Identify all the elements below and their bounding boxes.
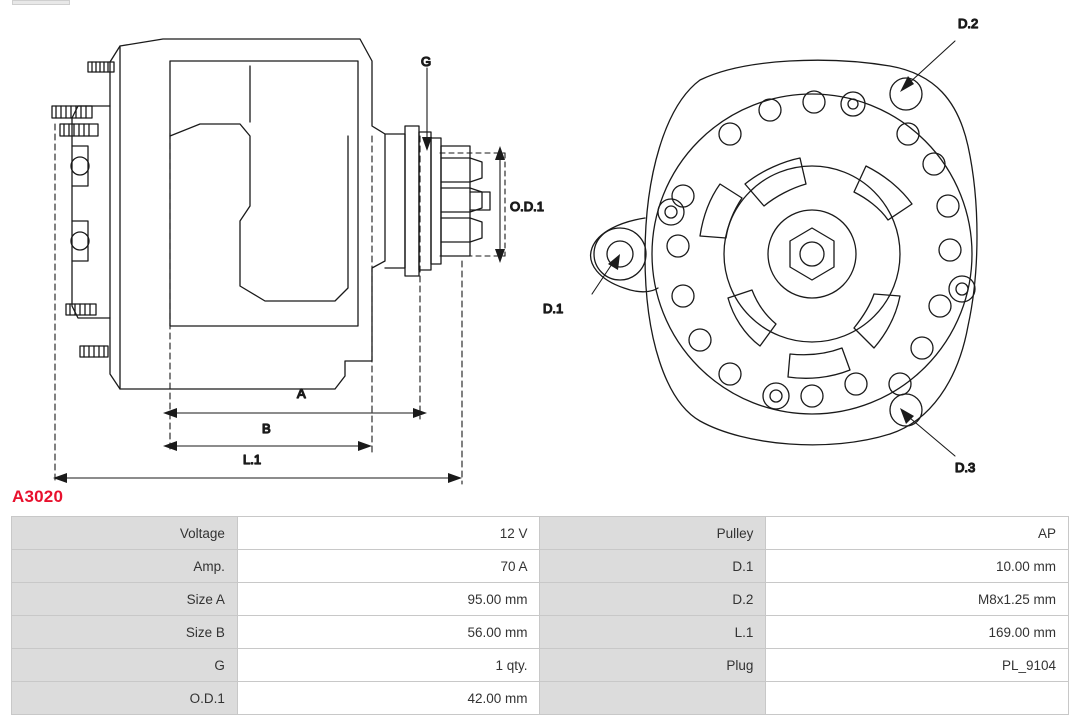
spec-label-pulley: Pulley [540, 517, 766, 550]
spec-value-voltage: 12 V [237, 517, 540, 550]
spec-label-l1: L.1 [540, 616, 766, 649]
spec-label-d2: D.2 [540, 583, 766, 616]
spec-value-size-b: 56.00 mm [237, 616, 540, 649]
table-row [12, 583, 1069, 616]
spec-label-od1: O.D.1 [12, 682, 238, 715]
label-d2: D.2 [958, 16, 979, 31]
label-d3: D.3 [955, 460, 976, 475]
spec-value-l1: 169.00 mm [766, 616, 1069, 649]
alternator-technical-drawing [0, 6, 1080, 486]
spec-label-g: G [12, 649, 238, 682]
part-code: A3020 [12, 487, 64, 506]
label-l1: L.1 [243, 452, 262, 467]
spec-value-g: 1 qty. [237, 649, 540, 682]
table-row [12, 517, 1069, 550]
spec-label-size-b: Size B [12, 616, 238, 649]
front-view-body [591, 60, 977, 445]
table-row [12, 616, 1069, 649]
spec-value-d2: M8x1.25 mm [766, 583, 1069, 616]
spec-label-size-a: Size A [12, 583, 238, 616]
front-view-leaders [592, 41, 955, 456]
spec-label-amp: Amp. [12, 550, 238, 583]
label-d1: D.1 [543, 301, 564, 316]
spec-value-pulley: AP [766, 517, 1069, 550]
spec-empty-label [540, 682, 766, 715]
label-g: G [421, 54, 432, 69]
spec-empty-value [766, 682, 1069, 715]
table-row [12, 649, 1069, 682]
dimension-lines [53, 68, 505, 484]
spec-label-plug: Plug [540, 649, 766, 682]
label-b: B [262, 421, 271, 436]
table-row [12, 682, 1069, 715]
table-row [12, 550, 1069, 583]
specification-table [11, 516, 1069, 715]
spec-label-voltage: Voltage [12, 517, 238, 550]
top-strip [12, 0, 70, 5]
side-view-body [52, 39, 490, 389]
spec-value-d1: 10.00 mm [766, 550, 1069, 583]
spec-value-amp: 70 A [237, 550, 540, 583]
label-od1: O.D.1 [510, 199, 544, 214]
spec-label-d1: D.1 [540, 550, 766, 583]
spec-value-plug: PL_9104 [766, 649, 1069, 682]
spec-value-od1: 42.00 mm [237, 682, 540, 715]
label-a: A [297, 386, 306, 401]
spec-value-size-a: 95.00 mm [237, 583, 540, 616]
